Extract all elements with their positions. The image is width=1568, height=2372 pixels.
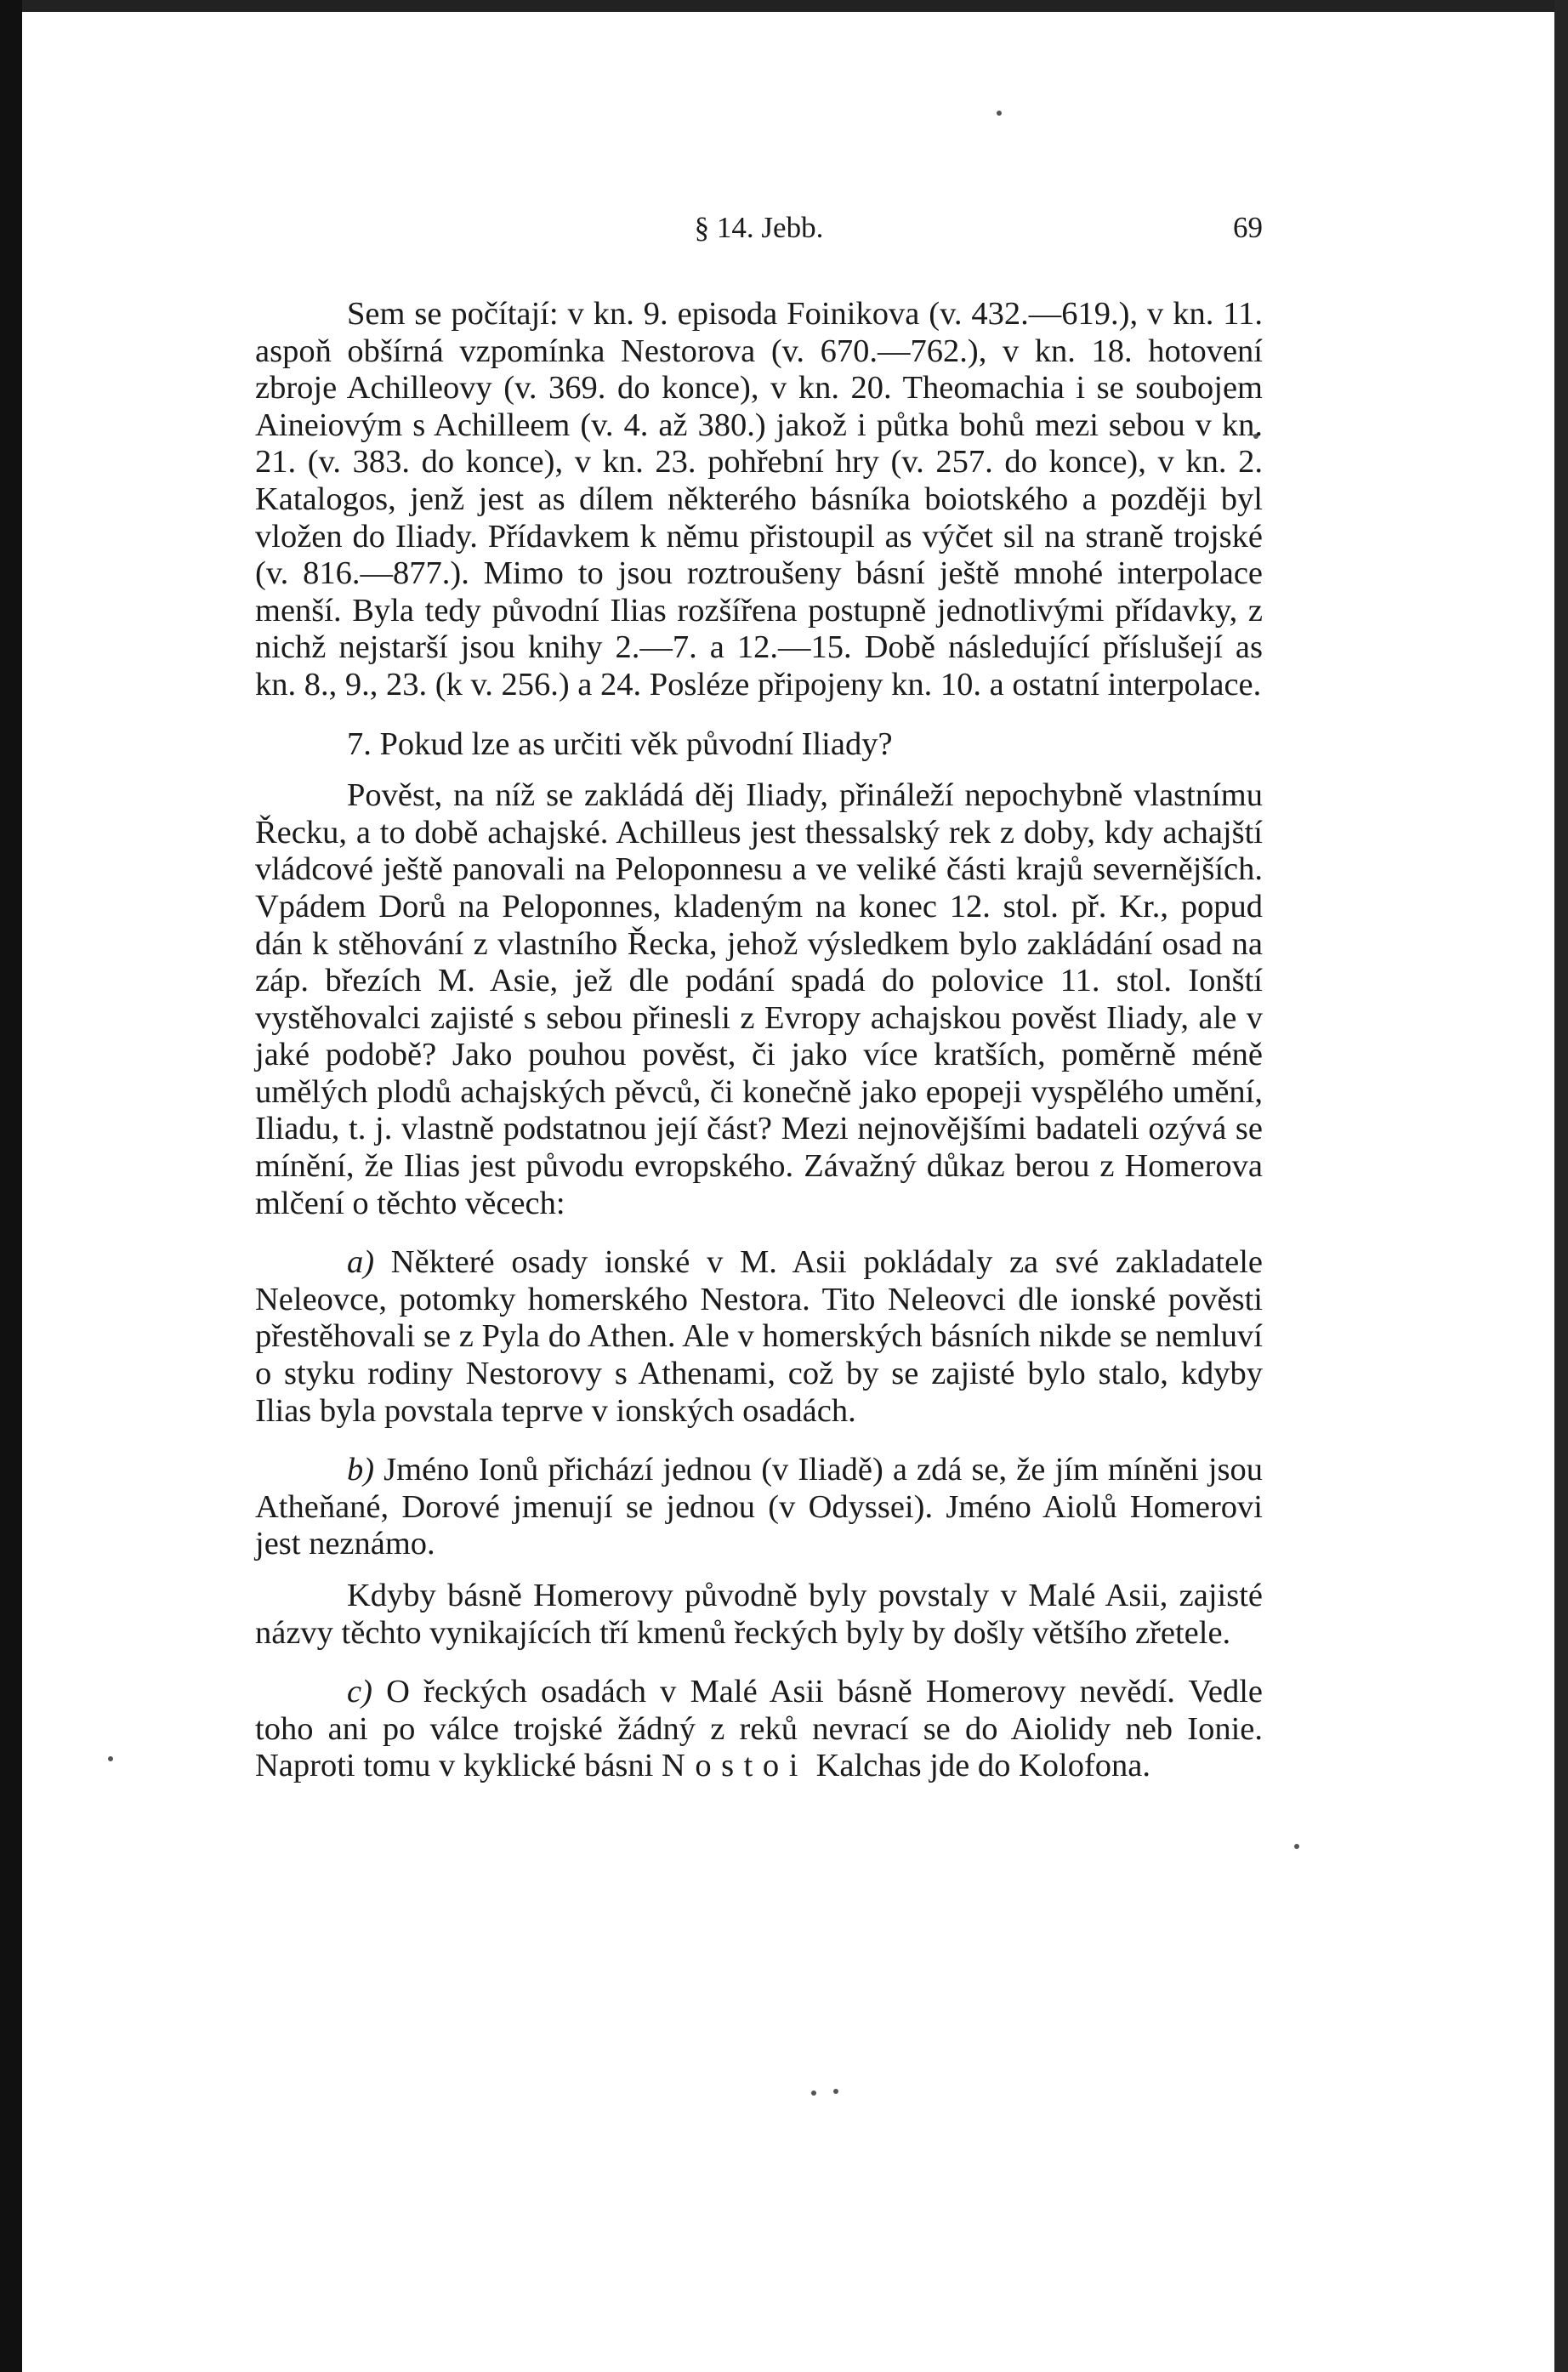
paragraph-interpolations: Sem se počítají: v kn. 9. episoda Foinikova (v. 432.—619.), v kn. 11. aspoň obšírná vzpomínka Nestorova (v. 670.—762.), v kn. 18. hotovení zbroje Achilleovy (v. 369. do konce), v kn. 20. Theomachia i se soubojem Aineiovým s Achilleem (v. 4. až 380.) jakož i půtka bohů mezi sebou v kn. 21. (v. 383. do konce), v kn. 23. pohřební hry (v. 257. do konce), v kn. 2. Katalogos, jenž jest as dílem některého básníka boiotského a později byl vložen do Iliady. Přídavkem k němu přistoupil as výčet sil na straně trojské (v. 816.—877.). Mimo to jsou roztroušeny básní ještě mnohé interpolace menší. Byla tedy původní Ilias rozšířena postupně jednotlivými přídavky, z nichž nejstarší jsou knihy 2.—7. a 12.—15. Době následující příslušejí as kn. 8., 9., 23. (k v. 256.) a 24. Posléze připojeny kn. 10. a ostatní interpolace. [255,296,1263,702]
list-marker-c: c) [347,1674,372,1710]
running-title: § 14. Jebb. [694,211,824,244]
scan-speck [997,111,1002,116]
body-text [255,296,1263,1785]
scan-speck [1294,1844,1299,1849]
page-number: 69 [1233,211,1263,244]
paragraph-tribes: Kdyby básně Homerovy původně byly povstaly v Malé Asii, zajisté názvy těchto vynikajících tří kmenů řeckých byly by došly většího zřetele. [255,1578,1263,1651]
list-item-c-text: O řeckých osadách v Malé Asii básně Homerovy nevědí. Vedle toho ani po válce trojské žádný z reků nevrací se do Aiolidy neb Ionie. Naproti tomu v kyklické básni [255,1674,1264,1784]
page-header [255,211,1263,262]
scan-edge-left [0,0,22,2372]
list-marker-a: a) [347,1244,375,1281]
list-item-a [255,1244,1263,1430]
scan-speck [833,2089,838,2094]
list-item-a-text: Některé osady ionské v M. Asii pokládaly za své zakladatele Neleovce, potomky homerského Nestora. Tito Neleovci dle ionské pověsti přestěhovali se z Pyla do Athen. Ale v homerských básních nikde se nemluví o styku rodiny Nestorovy s Athenami, což by se zajisté bylo stalo, kdyby Ilias byla povstala teprve v ionských osadách. [255,1244,1263,1429]
scan-edge-right [1554,0,1568,2372]
list-marker-b: b) [347,1452,375,1488]
scan-speck [108,1756,113,1761]
list-item-b [255,1452,1263,1563]
paragraph-legend-origin: Pověst, na níž se zakládá děj Iliady, přináleží nepochybně vlastnímu Řecku, a to době achajské. Achilleus jest thessalský rek z doby, kdy achajští vládcové ještě panovali na Peloponnesu a ve veliké části krajů severnějších. Vpádem Dorů na Peloponnes, kladeným na konec 12. stol. př. Kr., popud dán k stěhování z vlastního Řecka, jehož výsledkem bylo zakládání osad na záp. březích M. Asie, jež dle podání spadá do polovice 11. stol. Ionští vystěhovalci zajisté s sebou přinesli z Evropy achajskou pověst Iliady, ale v jaké podobě? Jako pouhou pověst, či jako více kratších, poměrně méně umělých plodů achajských pěvců, či konečně jako epopeji vyspělého umění, Iliadu, t. j. vlastně podstatnou její část? Mezi nejnovějšími badateli ozývá se mínění, že Ilias jest původu evropského. Závažný důkaz berou z Homerova mlčení o těchto věcech: [255,777,1263,1221]
scan-edge-top [0,0,1568,12]
list-item-b-text: Jméno Ionů přichází jednou (v Iliadě) a zdá se, že jím míněni jsou Atheňané, Dorové jmenují se jednou (v Odyssei). Jméno Aiolů Homerovi jest neznámo. [255,1452,1264,1562]
list-item-c-text-end: Kalchas jde do Kolofona. [815,1748,1151,1784]
scan-speck [811,2090,816,2096]
section-heading-7: 7. Pokud lze as určiti věk původní Iliady? [347,725,893,762]
list-item-c [255,1674,1263,1785]
nostoi-title: Nostoi [661,1748,808,1784]
